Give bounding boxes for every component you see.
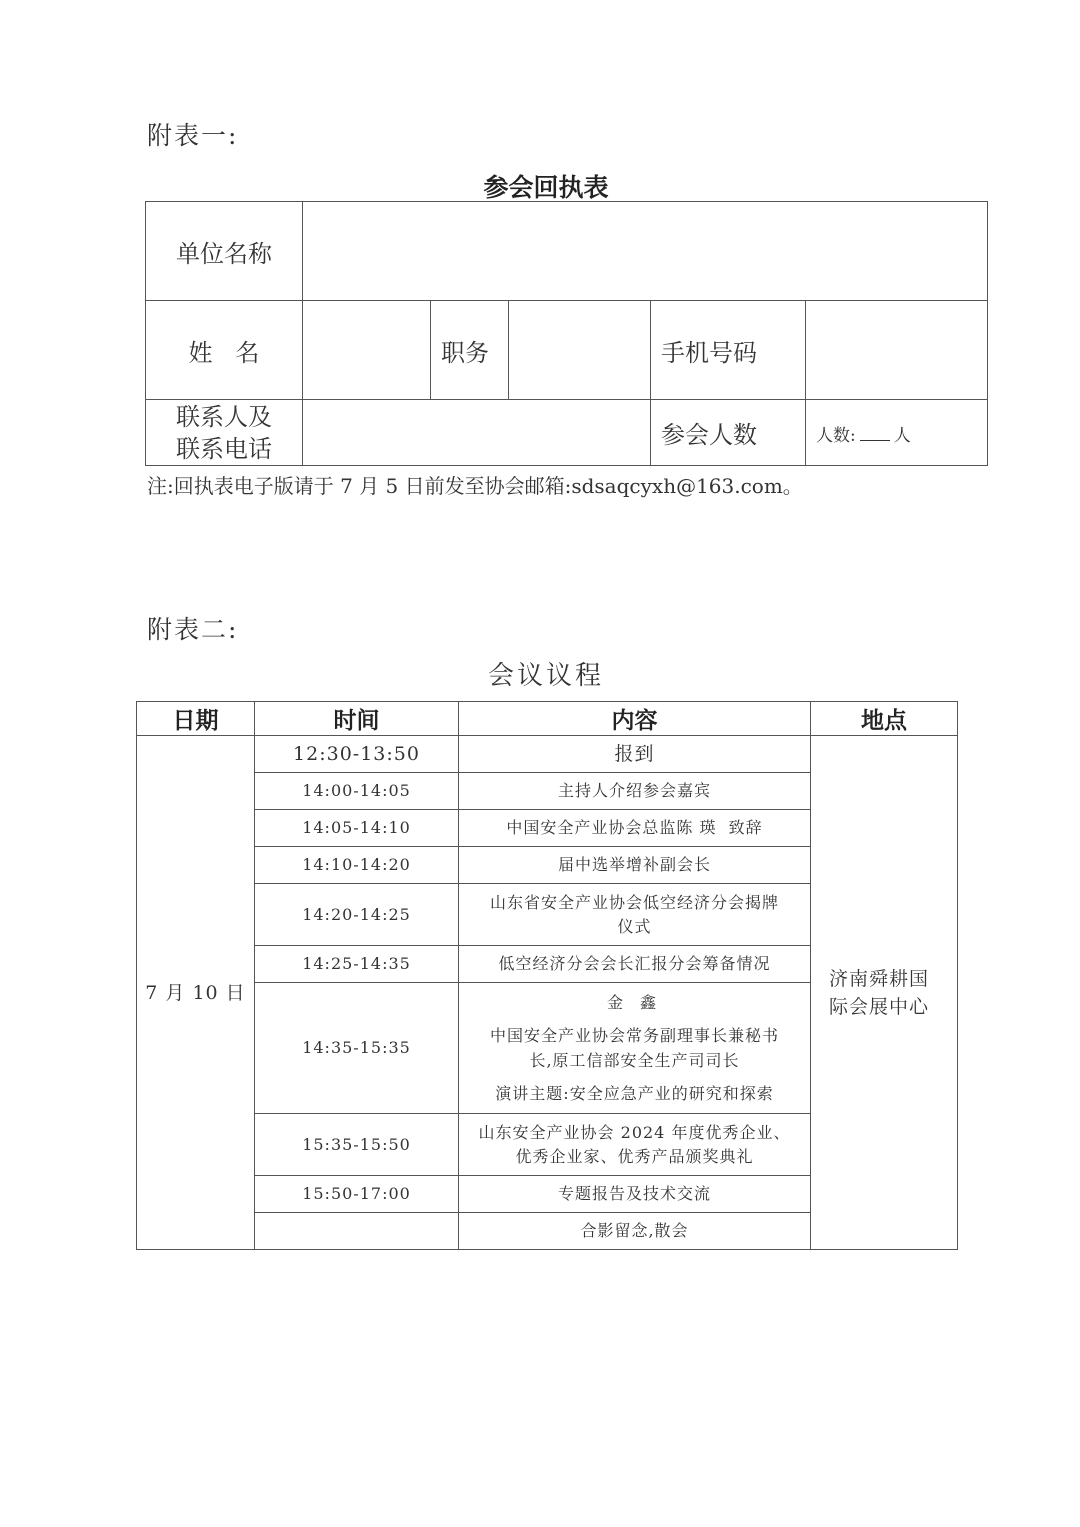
keynote-speaker: 金 鑫: [606, 993, 663, 1012]
agenda-content: 中国安全产业协会总监陈 瑛 致辞: [459, 810, 811, 847]
keynote-title-line1: 中国安全产业协会常务副理事长兼秘书: [489, 1026, 779, 1045]
agenda-time: 14:05-14:10: [255, 810, 459, 847]
agenda-content-line2: 仪式: [617, 916, 652, 936]
agenda-content: 专题报告及技术交流: [459, 1176, 811, 1213]
agenda-table: [136, 701, 958, 1250]
agenda-content-line2: 优秀企业家、优秀产品颁奖典礼: [515, 1146, 754, 1166]
people-prefix: 人数:: [816, 425, 856, 446]
contact-label-line1: 联系人及: [176, 402, 272, 431]
name-label: 姓 名: [146, 301, 303, 400]
header-date: 日期: [137, 702, 255, 736]
agenda-time: 14:35-15:35: [255, 983, 459, 1114]
agenda-time: 14:20-14:25: [255, 884, 459, 946]
position-field[interactable]: [509, 301, 651, 400]
contact-label-line2: 联系电话: [176, 434, 272, 463]
header-place: 地点: [811, 702, 958, 736]
agenda-time: 14:10-14:20: [255, 847, 459, 884]
agenda-time: 14:25-14:35: [255, 946, 459, 983]
agenda-time: 14:00-14:05: [255, 773, 459, 810]
agenda-content: [459, 1114, 811, 1176]
name-field[interactable]: [303, 301, 431, 400]
agenda-time: 15:35-15:50: [255, 1114, 459, 1176]
unit-name-label: 单位名称: [146, 202, 303, 301]
keynote-topic: 演讲主题:安全应急产业的研究和探索: [495, 1084, 774, 1103]
appendix1-title: 参会回执表: [483, 173, 609, 202]
agenda-time: [255, 1213, 459, 1250]
appendix1-label: 附表一:: [147, 121, 239, 150]
agenda-time: 12:30-13:50: [255, 736, 459, 773]
attendees-field[interactable]: [806, 400, 988, 466]
agenda-date: 7 月 10 日: [137, 736, 255, 1250]
agenda-place: [811, 736, 958, 1250]
agenda-content: 低空经济分会会长汇报分会筹备情况: [459, 946, 811, 983]
place-line1: 济南舜耕国: [829, 967, 930, 990]
contact-label: [146, 400, 303, 466]
phone-label: 手机号码: [651, 301, 806, 400]
agenda-time: 15:50-17:00: [255, 1176, 459, 1213]
place-line2: 际会展中心: [829, 995, 930, 1018]
agenda-content: [459, 884, 811, 946]
agenda-content-line1: 山东省安全产业协会低空经济分会揭牌: [489, 892, 779, 912]
people-suffix: 人: [893, 425, 911, 446]
appendix2-title: 会议议程: [487, 661, 604, 691]
people-blank[interactable]: [860, 440, 890, 441]
attendees-label: 参会人数: [651, 400, 806, 466]
contact-field[interactable]: [303, 400, 651, 466]
agenda-content-line1: 山东安全产业协会 2024 年度优秀企业、: [478, 1122, 791, 1142]
header-time: 时间: [255, 702, 459, 736]
submission-note: 注:回执表电子版请于 7 月 5 日前发至协会邮箱:sdsaqcyxh@163.com。: [147, 474, 803, 498]
phone-field[interactable]: [806, 301, 988, 400]
agenda-content: 合影留念,散会: [459, 1213, 811, 1250]
appendix2-label: 附表二:: [147, 615, 239, 644]
agenda-content: 主持人介绍参会嘉宾: [459, 773, 811, 810]
agenda-keynote: [459, 983, 811, 1114]
unit-name-field[interactable]: [303, 202, 988, 301]
receipt-form-table: [145, 201, 988, 466]
agenda-content: 届中选举增补副会长: [459, 847, 811, 884]
agenda-content: 报到: [459, 736, 811, 773]
position-label: 职务: [431, 301, 509, 400]
header-content: 内容: [459, 702, 811, 736]
keynote-title-line2: 长,原工信部安全生产司司长: [529, 1051, 740, 1070]
